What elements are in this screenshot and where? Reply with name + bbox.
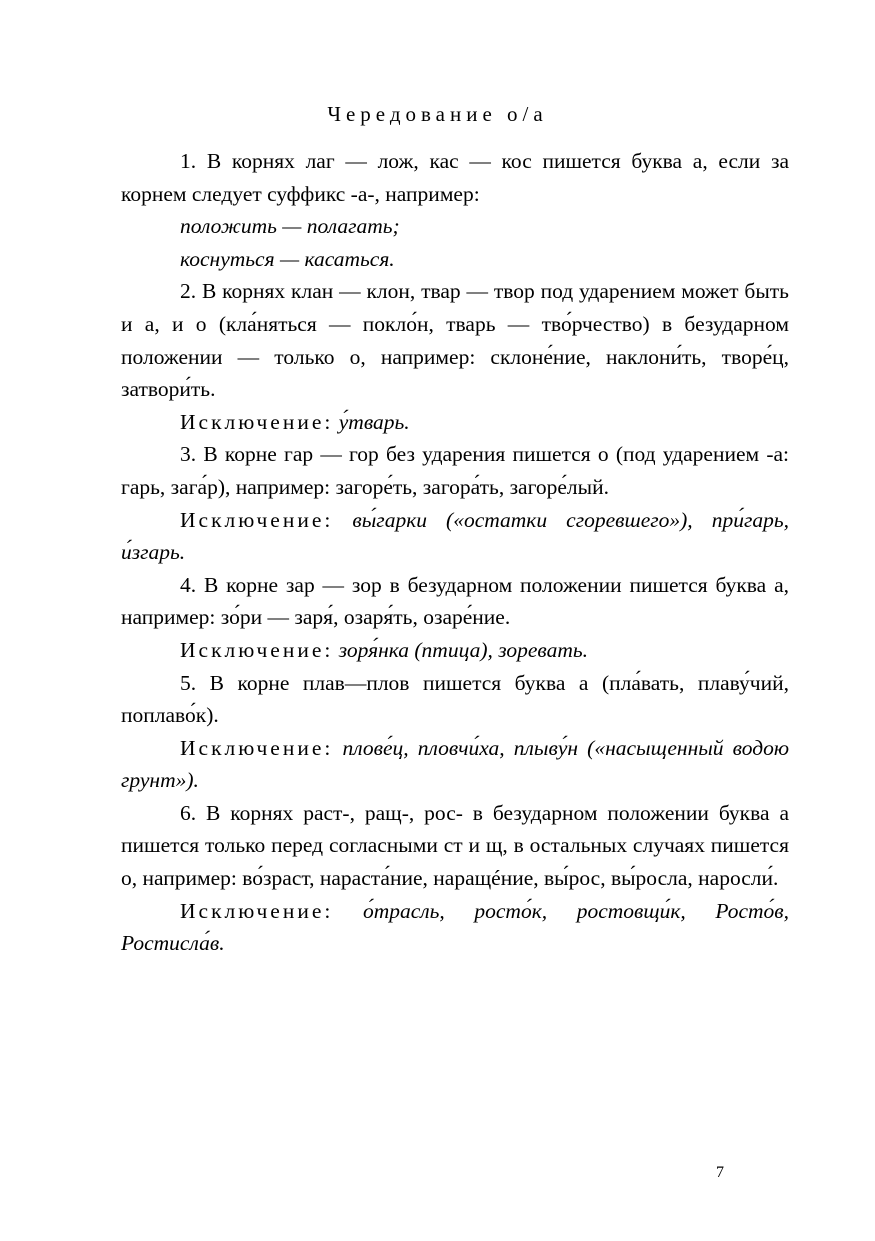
exception-label: Исключение: xyxy=(180,637,334,662)
rule-1-example: коснуться — касаться. xyxy=(180,246,395,271)
rule-2-text: 2. В корнях клан — клон, твар — твор под ударением может быть и а, и о (кла́няться — покло́н, тварь — тво́рчество) в безударном положении — только о, например: склоне́ние, наклони́ть, творе́ц, затвори́ть. xyxy=(121,279,789,402)
exception-label: Исключение: xyxy=(180,735,334,760)
page-title: Чередование о/а xyxy=(327,102,548,126)
exception-words: вы́гарки («остатки сгоревшего»), при́гарь, и́згарь. xyxy=(121,507,789,565)
exception-label: Исключение: xyxy=(180,507,334,532)
rule-6-exception xyxy=(121,895,789,960)
rule-6 xyxy=(121,797,789,895)
rule-5-exception xyxy=(121,732,789,797)
rule-2-exception xyxy=(121,406,789,439)
rule-5-text: 5. В корне плав—плов пишется буква а (пла́вать, плаву́чий, поплаво́к). xyxy=(121,670,789,728)
rule-2 xyxy=(121,275,789,405)
rule-1-text: 1. В корнях лаг — лож, кас — кос пишется буква а, если за корнем следует суффикс -а-, например: xyxy=(121,149,789,206)
exception-label: Исключение: xyxy=(180,898,334,923)
document-body xyxy=(121,145,789,960)
rule-1-example: положить — полагать; xyxy=(180,214,400,239)
rule-3 xyxy=(121,438,789,503)
rule-4 xyxy=(121,569,789,634)
exception-words: плове́ц, пловчи́ха, плыву́н («насыщенный водою грунт»). xyxy=(121,735,789,793)
rule-6-text: 6. В корнях раст-, ращ-, рос- в безударном положении буква а пишется только перед согласными ст и щ, в остальных случаях пишется о, например: во́зраст, нараста́ние, наращéние, вы́рос, вы́росла, наросли́. xyxy=(121,800,789,891)
rule-4-exception xyxy=(121,634,789,667)
rule-4-text: 4. В корне зар — зор в безударном положении пишется буква а, например: зо́ри — заря́, озаря́ть, озаре́ние. xyxy=(121,572,789,630)
exception-words: у́тварь. xyxy=(333,409,410,434)
rule-3-exception xyxy=(121,504,789,569)
exception-label: Исключение: xyxy=(180,409,334,434)
exception-words: о́трасль, росто́к, ростовщи́к, Росто́в, Ростисла́в. xyxy=(121,898,789,956)
exception-words: зоря́нка (птица), зоревать. xyxy=(333,637,589,662)
page-number: 7 xyxy=(716,1164,724,1181)
rule-3-text: 3. В корне гар — гор без ударения пишется о (под ударением -а: гарь, зага́р), например: загоре́ть, загора́ть, загоре́лый. xyxy=(121,442,789,499)
rule-1 xyxy=(121,145,789,210)
rule-5 xyxy=(121,667,789,732)
